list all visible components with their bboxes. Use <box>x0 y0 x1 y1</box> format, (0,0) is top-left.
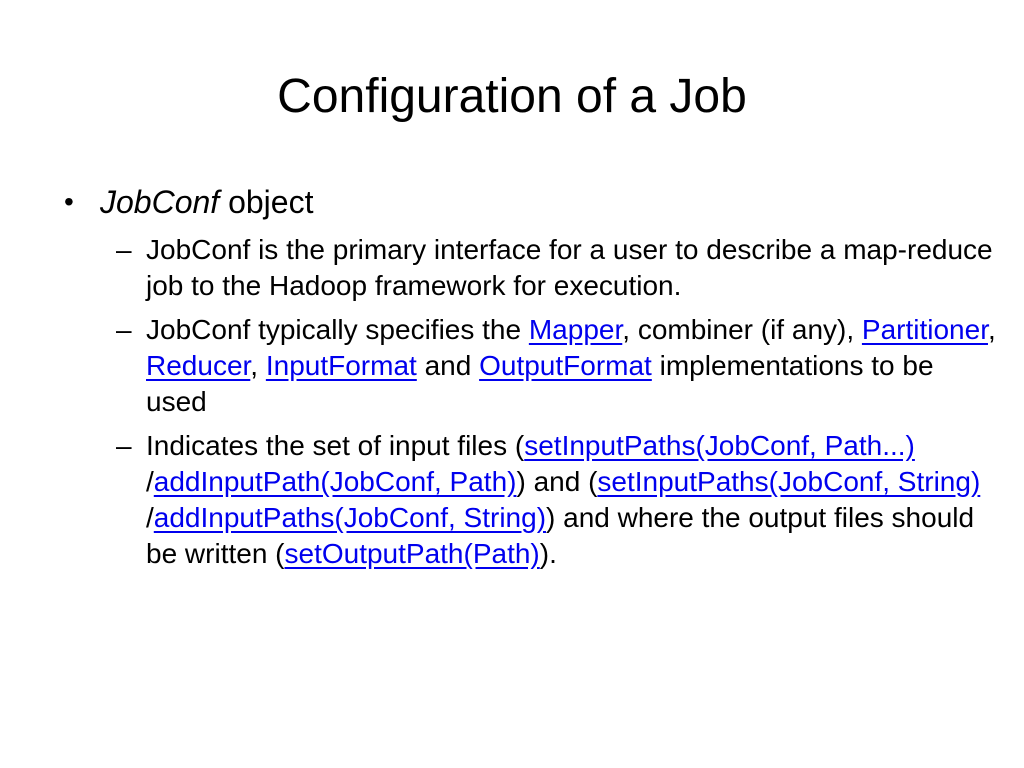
outputformat-link[interactable]: OutputFormat <box>479 350 652 381</box>
dash-marker: – <box>116 234 132 265</box>
sub-bullet-interface <box>116 232 996 304</box>
text-segment: Indicates the set of input files ( <box>146 430 525 461</box>
text-segment: , <box>250 350 266 381</box>
text-segment: ). <box>539 538 557 569</box>
text-segment: implementations to be used <box>146 350 934 417</box>
bullet-rest: object <box>219 184 314 220</box>
sub-bullet-list <box>116 232 996 580</box>
addinputpaths-link[interactable]: addInputPaths(JobConf, String) <box>153 502 547 533</box>
reducer-link[interactable]: Reducer <box>146 350 251 381</box>
sub-bullet-specifies <box>116 312 996 420</box>
text-segment: , <box>987 314 996 345</box>
setinputpaths-string-link[interactable]: setInputPaths(JobConf, String) <box>597 466 981 497</box>
bullet-jobconf-object <box>64 180 980 224</box>
sub-bullet-text: JobConf is the primary interface for a user to describe a map-reduce job to the Hadoop framework for execution. <box>146 234 993 301</box>
setoutputpath-link[interactable]: setOutputPath(Path) <box>284 538 540 569</box>
text-segment: ) and where the output files should be written ( <box>146 502 975 569</box>
jobconf-term: JobConf <box>100 184 220 220</box>
dash-marker: – <box>116 430 132 461</box>
dash-marker: – <box>116 314 132 345</box>
inputformat-link[interactable]: InputFormat <box>265 350 417 381</box>
bullet-marker: • <box>64 186 74 217</box>
addinputpath-link[interactable]: addInputPath(JobConf, Path) <box>153 466 517 497</box>
slide-title: Configuration of a Job <box>277 70 747 123</box>
text-segment: ) and ( <box>516 466 598 497</box>
mapper-link[interactable]: Mapper <box>528 314 623 345</box>
setinputpaths-path-link[interactable]: setInputPaths(JobConf, Path...) <box>524 430 915 461</box>
text-segment: and <box>416 350 480 381</box>
text-segment: / <box>146 466 154 497</box>
text-segment: , combiner (if any), <box>622 314 862 345</box>
sub-bullet-input-files <box>116 428 996 572</box>
partitioner-link[interactable]: Partitioner <box>861 314 988 345</box>
text-segment: JobConf typically specifies the <box>146 314 529 345</box>
text-segment: / <box>146 502 154 533</box>
